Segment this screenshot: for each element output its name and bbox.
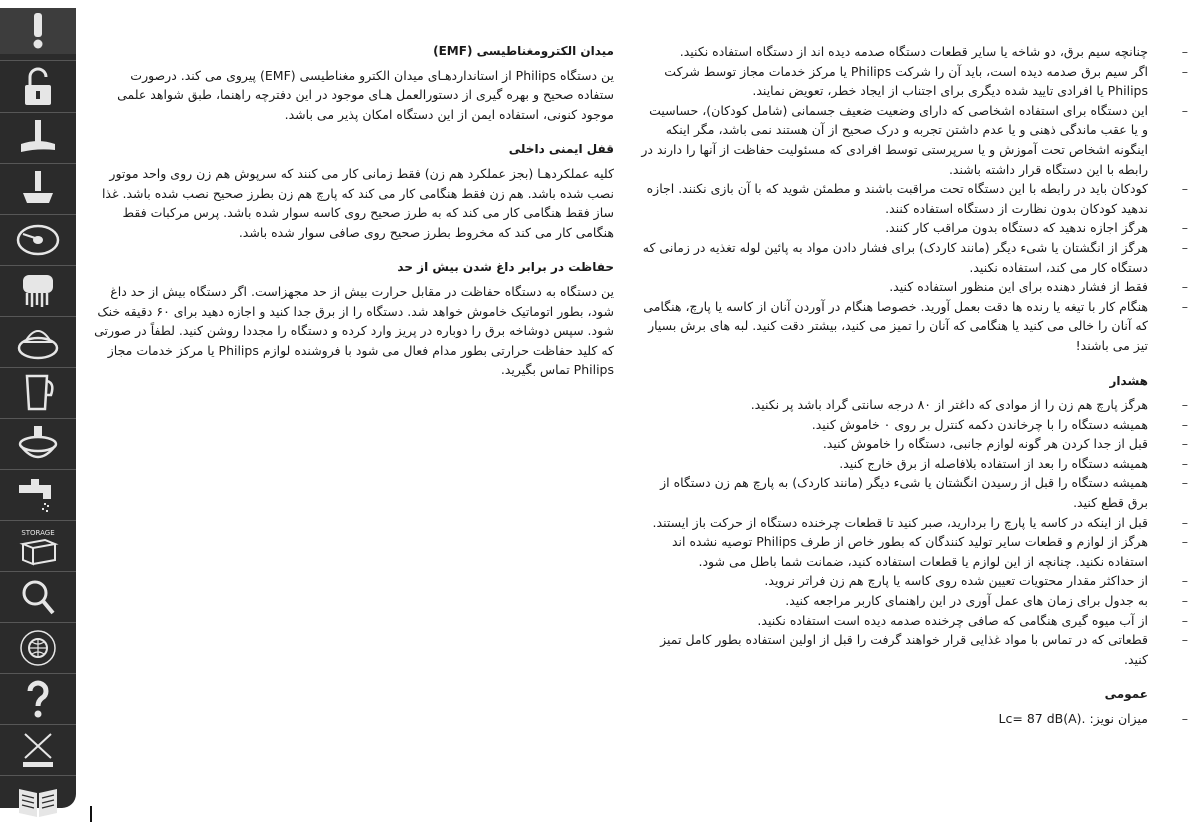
storage-label: STORAGE — [21, 529, 55, 537]
plastic-blade-icon[interactable] — [0, 166, 76, 212]
list-item: – این دستگاه برای استفاده اشخاصی که دارای وضعیت ضعیف جسمانی (شامل کودکان)، حساسیت و یا عقب ماندگی ذهنی و یا عدم داشتن تجربه و درک صحیح از آن هستند نمی باشد، مگر اینکه اینگونه اشخاص تحت آموزش و یا سرپرستی توسط افرادی که مسئولیت حفاظت از آنها را دارند در رابطه با این دستگاه قرار داشته باشند. — [640, 101, 1148, 179]
citrus-press-icon[interactable] — [0, 319, 76, 365]
disposal-cross-icon[interactable] — [0, 727, 76, 773]
storage-box-icon[interactable] — [0, 523, 76, 569]
icon-sidebar — [0, 8, 76, 808]
list-item: – قطعاتی که در تماس با مواد غذایی قرار خواهند گرفت را قبل از اولین استفاده بطور کامل تمیز کنید. — [640, 630, 1148, 669]
list-item: – اگر سیم برق صدمه دیده است، باید آن را شرکت Philips یا مرکز خدمات مجاز توسط شرکت Philips یا افرادی تایید شده دیگری برای اجتناب از ایجاد خطر، تعویض نمایند. — [640, 62, 1148, 101]
list-item: – قبل از اینکه در کاسه یا پارچ را بردارید، صبر کنید تا قطعات چرخنده دستگاه از حرکت باز ایستند. — [640, 513, 1148, 533]
slicing-disc-icon[interactable] — [0, 217, 76, 263]
list-item: – به جدول برای زمان های عمل آوری در این راهنمای کاربر مراجعه کنید. — [640, 591, 1148, 611]
warning-heading: هشدار — [1109, 373, 1148, 388]
left-column — [94, 42, 614, 380]
list-item: – قبل از جدا کردن هر گونه لوازم جانبی، دستگاه را خاموش کنید. — [640, 434, 1148, 454]
list-item: – همیشه دستگاه را بعد از استفاده بلافاصله از برق خارج کنید. — [640, 454, 1148, 474]
danger-list — [640, 42, 1148, 356]
emf-title: میدان الکترومغناطیسی (EMF) — [433, 44, 614, 58]
magnifier-search-icon[interactable] — [0, 574, 76, 620]
list-item: – هرگز اجازه ندهید که دستگاه بدون مراقب کار کنند. — [640, 218, 1148, 238]
knife-blade-icon[interactable] — [0, 115, 76, 161]
worldwide-guarantee-icon[interactable] — [0, 625, 76, 671]
safety-lock-title: قفل ایمنی داخلی — [508, 142, 614, 157]
grater-hand-icon[interactable] — [0, 268, 76, 314]
list-item: – هرگز از انگشتان یا شیء دیگر (مانند کاردک) برای فشار دادن مواد به پائین لوله تغذیه در زمانی که دستگاه کار می کند، استفاده نکنید. — [640, 238, 1148, 277]
safety-lock-text: کلیه عملکردهـا (بجز عملکرد هم زن) فقط زمانی کار می کنند که سرپوش هم زن روی واحد موتور نصب شده باشد. هم زن فقط هنگامی کار می کند که پارچ هم زن بطرز صحیح نصب شده باشد. غذا ساز فقط هنگامی کار می کند که به طرز صحیح روی کاسه سوار شده باشد. پرس مرکبات فقط هنگامی کار می کند که مخروط بطرز صحیح روی صافی سوار شده باشد. — [101, 165, 614, 240]
general-heading: عمومی — [1104, 687, 1148, 702]
mixing-bowl-icon[interactable] — [0, 421, 76, 467]
list-item: – کودکان باید در رابطه با این دستگاه تحت مراقبت باشند و مطمئن شوید که با آن بازی نکنند. اجازه ندهید کودکان بدون نظارت از دستگاه استفاده کنند. — [640, 179, 1148, 218]
faucet-water-icon[interactable] — [0, 472, 76, 518]
manual-book-icon[interactable] — [0, 778, 76, 824]
list-item: – فقط از فشار دهنده برای این منظور استفاده کنید. — [640, 277, 1148, 297]
list-item: – همیشه دستگاه را قبل از رسیدن انگشتان یا شیء دیگر (مانند کاردک) به پارچ هم زن دستگاه از برق قطع کنید. — [640, 473, 1148, 512]
overheat-title: حفاظت در برابر داغ شدن بیش از حد — [397, 260, 614, 275]
unlock-padlock-icon[interactable] — [0, 64, 76, 110]
blender-jar-icon[interactable] — [0, 370, 76, 416]
list-item: – هنگام کار با تیغه یا رنده ها دقت بعمل آورید. خصوصا هنگام در آوردن آنان از کاسه یا پارچ، هنگامی که آنان را خالی می کنید یا هنگامی که آنان را تمیز می کنید، بیشتر دقت کنید. لبه های برش بسیار تیز می باشند! — [640, 297, 1148, 356]
page-edge-mark — [90, 806, 92, 822]
emf-text: ین دستگاه Philips از استانداردهـای میدان الکترو مغناطیسی (EMF) پیروی می کند. درصورت ستفاده صحیح و بهره گیری از دستورالعمل هـای موجود در این دفترچه راهنما، طبق شواهد علمی موجود کنونی، استفاده ایمن از این دستگاه امکان پذیر می باشد. — [117, 67, 614, 122]
list-item: – همیشه دستگاه را با چرخاندن دکمه کنترل بر روی ۰ خاموش کنید. — [640, 415, 1148, 435]
list-item: – هرگز پارچ هم زن را از موادی که داغتر از ۸۰ درجه سانتی گراد باشد پر نکنید. — [640, 395, 1148, 415]
warning-exclamation-icon[interactable] — [0, 8, 76, 54]
right-column — [640, 42, 1148, 729]
list-item: – هرگز از لوازم و قطعات سایر تولید کنندگان که بطور خاص از طرف Philips توصیه نشده اند استفاده نکنید. چنانچه از این لوازم یا قطعات استفاده کنید، ضمانت شما باطل می شود. — [640, 532, 1148, 571]
list-item: – از حداکثر مقدار محتویات تعیین شده روی کاسه یا پارچ هم زن فراتر نروید. — [640, 571, 1148, 591]
question-mark-icon[interactable] — [0, 676, 76, 722]
general-list — [640, 709, 1148, 729]
overheat-text: ین دستگاه به دستگاه حفاظت در مقابل حرارت بیش از حد مجهزاست. اگر دستگاه بیش از حد داغ شود، بطور اتوماتیک خاموش خواهد شد. دستگاه را از برق جدا کنید و اجازه دهید برای ۶۰ دقیقه خنک شود. سپس دوشاخه برق را دوباره در پریز وارد کرده و دستگاه را مجددا روشن کنید. لطفاً در صورتی که کلید حفاظت حرارتی بطور مدام فعال می شود با فروشنده لوازم Philips یا مرکز خدمات مجاز Philips تماس بگیرید. — [94, 283, 614, 378]
list-item: – از آب میوه گیری هنگامی که صافی چرخنده صدمه دیده است استفاده نکنید. — [640, 611, 1148, 631]
list-item: – چنانچه سیم برق، دو شاخه یا سایر قطعات دستگاه صدمه دیده اند از دستگاه استفاده نکنید. — [640, 42, 1148, 62]
list-item: – میزان نویز: .Lc= 87 dB(A) — [640, 709, 1148, 729]
warning-list — [640, 395, 1148, 669]
